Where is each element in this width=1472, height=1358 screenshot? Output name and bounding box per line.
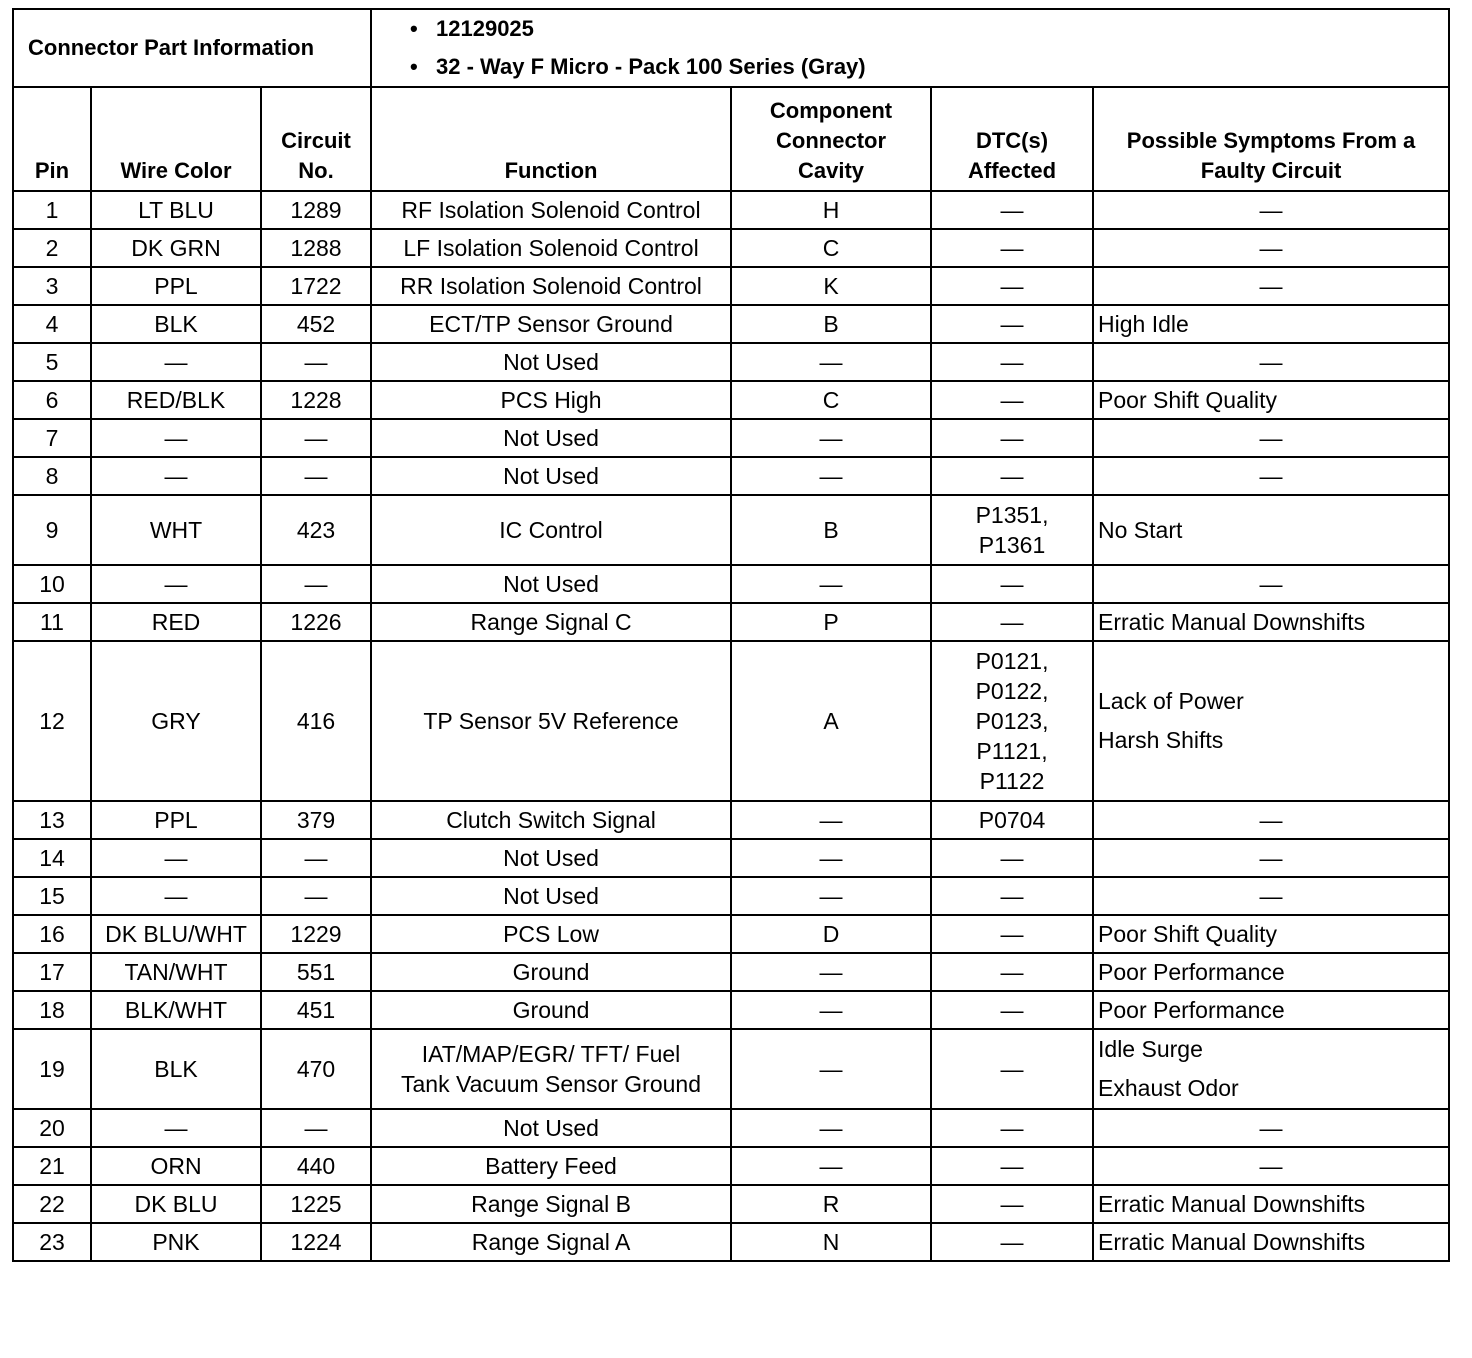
- symptoms-cell-line: High Idle: [1098, 310, 1189, 337]
- function-cell: [371, 267, 731, 305]
- dtc-cell: [931, 191, 1093, 229]
- wire-color-cell: —: [91, 343, 261, 381]
- dtc-cell-line: —: [1000, 1228, 1024, 1255]
- symptoms-cell: [1093, 641, 1449, 801]
- pin-cell: 9: [13, 495, 91, 565]
- dtc-cell-line: —: [1000, 608, 1024, 635]
- function-cell-line: Not Used: [503, 882, 599, 909]
- function-cell-line: Not Used: [503, 1114, 599, 1141]
- dtc-cell-line: P1351,: [975, 502, 1049, 528]
- cavity-cell: P: [731, 603, 931, 641]
- wire-color-cell: WHT: [91, 495, 261, 565]
- circuit-cell: 1229: [261, 915, 371, 953]
- dtc-cell: [931, 565, 1093, 603]
- function-cell-line: PCS Low: [503, 920, 599, 947]
- symptoms-cell-line: —: [1259, 882, 1283, 909]
- dtc-cell-line: —: [1000, 310, 1024, 337]
- function-cell-line: Not Used: [503, 570, 599, 597]
- function-cell: [371, 381, 731, 419]
- table-row: [13, 1185, 1449, 1223]
- header-dtc-line: DTC(s): [975, 128, 1049, 153]
- function-cell: [371, 191, 731, 229]
- symptoms-cell-line: Poor Shift Quality: [1098, 920, 1277, 947]
- function-cell-line: TP Sensor 5V Reference: [423, 707, 679, 734]
- circuit-cell: 1289: [261, 191, 371, 229]
- dtc-cell: [931, 801, 1093, 839]
- cavity-cell: A: [731, 641, 931, 801]
- cavity-cell: D: [731, 915, 931, 953]
- function-cell: [371, 565, 731, 603]
- symptoms-cell: [1093, 381, 1449, 419]
- circuit-cell: 379: [261, 801, 371, 839]
- part-number-item: [410, 10, 1444, 48]
- table-row: [13, 1109, 1449, 1147]
- pin-cell: 22: [13, 1185, 91, 1223]
- symptoms-cell-line: Exhaust Odor: [1098, 1075, 1239, 1101]
- wire-color-cell: TAN/WHT: [91, 953, 261, 991]
- symptoms-cell: [1093, 991, 1449, 1029]
- cavity-cell: —: [731, 1029, 931, 1109]
- function-cell-line: Not Used: [503, 424, 599, 451]
- wire-color-cell: BLK: [91, 305, 261, 343]
- symptoms-cell: [1093, 229, 1449, 267]
- wire-color-cell: ORN: [91, 1147, 261, 1185]
- dtc-cell-line: —: [1000, 424, 1024, 451]
- table-row: [13, 229, 1449, 267]
- header-function: Function: [371, 87, 731, 191]
- dtc-cell-line: —: [1000, 996, 1024, 1023]
- wire-color-cell: DK BLU: [91, 1185, 261, 1223]
- connector-pinout-sheet: [12, 8, 1448, 1262]
- symptoms-cell-line: Poor Performance: [1098, 958, 1285, 985]
- header-dtc: [931, 87, 1093, 191]
- pin-cell: 10: [13, 565, 91, 603]
- function-cell-line: LF Isolation Solenoid Control: [403, 234, 699, 261]
- circuit-cell: 470: [261, 1029, 371, 1109]
- header-circuit-line: No.: [298, 158, 334, 183]
- cavity-cell: —: [731, 991, 931, 1029]
- cavity-cell: —: [731, 839, 931, 877]
- circuit-cell: 440: [261, 1147, 371, 1185]
- pin-cell: 16: [13, 915, 91, 953]
- function-cell: [371, 603, 731, 641]
- function-cell: [371, 915, 731, 953]
- function-cell: [371, 641, 731, 801]
- header-cavity: [731, 87, 931, 191]
- symptoms-cell: [1093, 603, 1449, 641]
- function-cell: [371, 991, 731, 1029]
- symptoms-cell: [1093, 191, 1449, 229]
- table-row: [13, 953, 1449, 991]
- table-row: [13, 801, 1449, 839]
- cavity-cell: —: [731, 953, 931, 991]
- dtc-cell: [931, 991, 1093, 1029]
- cavity-cell: —: [731, 1147, 931, 1185]
- table-row: [13, 1147, 1449, 1185]
- cavity-cell: —: [731, 565, 931, 603]
- table-row: [13, 495, 1449, 565]
- wire-color-cell: RED: [91, 603, 261, 641]
- function-cell-line: Range Signal C: [470, 608, 632, 635]
- symptoms-cell: [1093, 915, 1449, 953]
- circuit-cell: —: [261, 419, 371, 457]
- symptoms-cell: [1093, 419, 1449, 457]
- circuit-cell: 1288: [261, 229, 371, 267]
- symptoms-cell: [1093, 457, 1449, 495]
- symptoms-cell-line: —: [1259, 570, 1283, 597]
- symptoms-cell-line: Erratic Manual Downshifts: [1098, 1190, 1366, 1217]
- circuit-cell: 1228: [261, 381, 371, 419]
- table-row: [13, 565, 1449, 603]
- circuit-cell: 1226: [261, 603, 371, 641]
- dtc-cell-line: P1122: [979, 768, 1045, 794]
- symptoms-cell-line: —: [1259, 462, 1283, 489]
- header-wire-color: Wire Color: [91, 87, 261, 191]
- circuit-cell: 452: [261, 305, 371, 343]
- cavity-cell: B: [731, 305, 931, 343]
- pin-cell: 19: [13, 1029, 91, 1109]
- symptoms-cell-line: Poor Shift Quality: [1098, 386, 1277, 413]
- dtc-cell: [931, 839, 1093, 877]
- pin-cell: 4: [13, 305, 91, 343]
- symptoms-cell-line: —: [1259, 348, 1283, 375]
- header-dtc-line: Affected: [968, 158, 1057, 183]
- table-row: [13, 603, 1449, 641]
- table-row: [13, 1223, 1449, 1261]
- circuit-cell: 1722: [261, 267, 371, 305]
- function-cell: [371, 495, 731, 565]
- wire-color-cell: DK BLU/WHT: [91, 915, 261, 953]
- dtc-cell: [931, 641, 1093, 801]
- cavity-cell: H: [731, 191, 931, 229]
- part-number: 12129025: [436, 16, 534, 41]
- symptoms-cell-line: —: [1259, 844, 1283, 871]
- table-row: [13, 641, 1449, 801]
- circuit-cell: —: [261, 343, 371, 381]
- circuit-cell: —: [261, 1109, 371, 1147]
- wire-color-cell: PNK: [91, 1223, 261, 1261]
- pin-cell: 5: [13, 343, 91, 381]
- function-cell: [371, 1109, 731, 1147]
- wire-color-cell: PPL: [91, 801, 261, 839]
- wire-color-cell: BLK: [91, 1029, 261, 1109]
- table-row: [13, 381, 1449, 419]
- wire-color-cell: PPL: [91, 267, 261, 305]
- function-cell: [371, 343, 731, 381]
- circuit-cell: 1224: [261, 1223, 371, 1261]
- pin-cell: 7: [13, 419, 91, 457]
- symptoms-cell-line: No Start: [1098, 516, 1183, 543]
- symptoms-cell-line: —: [1259, 1114, 1283, 1141]
- dtc-cell: [931, 1223, 1093, 1261]
- table-row: [13, 305, 1449, 343]
- cavity-cell: C: [731, 381, 931, 419]
- function-cell: [371, 839, 731, 877]
- cavity-cell: N: [731, 1223, 931, 1261]
- pin-cell: 12: [13, 641, 91, 801]
- wire-color-cell: DK GRN: [91, 229, 261, 267]
- symptoms-cell: [1093, 267, 1449, 305]
- function-cell-line: Not Used: [503, 844, 599, 871]
- dtc-cell-line: —: [1000, 958, 1024, 985]
- cavity-cell: —: [731, 1109, 931, 1147]
- header-cavity-line: Component: [769, 98, 893, 123]
- symptoms-cell-line: —: [1259, 424, 1283, 451]
- wire-color-cell: LT BLU: [91, 191, 261, 229]
- circuit-cell: —: [261, 877, 371, 915]
- symptoms-cell: [1093, 801, 1449, 839]
- dtc-cell: [931, 603, 1093, 641]
- table-row: [13, 839, 1449, 877]
- circuit-cell: 423: [261, 495, 371, 565]
- dtc-cell-line: P1121,: [976, 738, 1048, 764]
- header-circuit-no: [261, 87, 371, 191]
- table-row: [13, 1029, 1449, 1109]
- pin-cell: 17: [13, 953, 91, 991]
- dtc-cell-line: —: [1000, 570, 1024, 597]
- table-row: [13, 877, 1449, 915]
- symptoms-cell-line: Harsh Shifts: [1098, 727, 1224, 753]
- dtc-cell-line: P1361: [978, 532, 1046, 558]
- function-cell-line: PCS High: [500, 386, 602, 413]
- symptoms-cell: [1093, 565, 1449, 603]
- dtc-cell: [931, 229, 1093, 267]
- pin-cell: 21: [13, 1147, 91, 1185]
- cavity-cell: —: [731, 877, 931, 915]
- symptoms-cell: [1093, 1185, 1449, 1223]
- header-symptoms-line: Faulty Circuit: [1200, 158, 1342, 183]
- dtc-cell-line: —: [1000, 1190, 1024, 1217]
- dtc-cell-line: —: [1000, 1114, 1024, 1141]
- function-cell-line: Not Used: [503, 462, 599, 489]
- symptoms-cell: [1093, 1147, 1449, 1185]
- dtc-cell-line: —: [1000, 882, 1024, 909]
- dtc-cell-line: —: [1000, 462, 1024, 489]
- function-cell-line: Clutch Switch Signal: [446, 806, 656, 833]
- function-cell-line: IC Control: [499, 516, 603, 543]
- circuit-cell: 416: [261, 641, 371, 801]
- function-cell: [371, 305, 731, 343]
- dtc-cell: [931, 381, 1093, 419]
- symptoms-cell-line: Poor Performance: [1098, 996, 1285, 1023]
- dtc-cell-line: —: [1000, 1055, 1024, 1082]
- dtc-cell: [931, 343, 1093, 381]
- pin-cell: 18: [13, 991, 91, 1029]
- symptoms-cell-line: —: [1259, 234, 1283, 261]
- function-cell-line: IAT/MAP/EGR/ TFT/ Fuel: [421, 1041, 681, 1067]
- pin-cell: 23: [13, 1223, 91, 1261]
- table-row: [13, 191, 1449, 229]
- function-cell: [371, 877, 731, 915]
- symptoms-cell-line: Erratic Manual Downshifts: [1098, 1228, 1366, 1255]
- dtc-cell-line: —: [1000, 196, 1024, 223]
- symptoms-cell: [1093, 839, 1449, 877]
- cavity-cell: R: [731, 1185, 931, 1223]
- header-pin: Pin: [13, 87, 91, 191]
- function-cell-line: Tank Vacuum Sensor Ground: [401, 1071, 702, 1097]
- pin-cell: 11: [13, 603, 91, 641]
- pin-cell: 13: [13, 801, 91, 839]
- dtc-cell: [931, 877, 1093, 915]
- wire-color-cell: —: [91, 457, 261, 495]
- table-row: [13, 267, 1449, 305]
- dtc-cell: [931, 1185, 1093, 1223]
- cavity-cell: C: [731, 229, 931, 267]
- symptoms-cell: [1093, 1029, 1449, 1109]
- function-cell-line: Ground: [512, 958, 590, 985]
- dtc-cell-line: P0704: [978, 806, 1046, 833]
- symptoms-cell-line: Idle Surge: [1098, 1036, 1203, 1062]
- symptoms-cell-line: —: [1259, 272, 1283, 299]
- function-cell-line: ECT/TP Sensor Ground: [429, 310, 673, 337]
- table-row: [13, 419, 1449, 457]
- dtc-cell-line: —: [1000, 348, 1024, 375]
- symptoms-cell-line: —: [1259, 1152, 1283, 1179]
- function-cell: [371, 1223, 731, 1261]
- header-symptoms-line: Possible Symptoms From a: [1126, 128, 1416, 153]
- cavity-cell: B: [731, 495, 931, 565]
- symptoms-cell: [1093, 1223, 1449, 1261]
- symptoms-cell: [1093, 495, 1449, 565]
- pin-cell: 6: [13, 381, 91, 419]
- dtc-cell: [931, 953, 1093, 991]
- cavity-cell: —: [731, 801, 931, 839]
- dtc-cell-line: —: [1000, 920, 1024, 947]
- connector-info-label: Connector Part Information: [13, 9, 371, 87]
- function-cell: [371, 1185, 731, 1223]
- header-cavity-line: Cavity: [797, 158, 865, 183]
- circuit-cell: —: [261, 457, 371, 495]
- dtc-cell: [931, 915, 1093, 953]
- circuit-cell: —: [261, 839, 371, 877]
- function-cell-line: Range Signal A: [471, 1228, 631, 1255]
- connector-description: 32 - Way F Micro - Pack 100 Series (Gray): [436, 54, 866, 79]
- pin-cell: 2: [13, 229, 91, 267]
- dtc-cell: [931, 1147, 1093, 1185]
- circuit-cell: —: [261, 565, 371, 603]
- header-symptoms: [1093, 87, 1449, 191]
- dtc-cell-line: —: [1000, 234, 1024, 261]
- symptoms-cell-line: —: [1259, 196, 1283, 223]
- dtc-cell: [931, 1109, 1093, 1147]
- circuit-cell: 451: [261, 991, 371, 1029]
- function-cell-line: Ground: [512, 996, 590, 1023]
- dtc-cell-line: —: [1000, 1152, 1024, 1179]
- function-cell-line: Not Used: [503, 348, 599, 375]
- function-cell: [371, 457, 731, 495]
- symptoms-cell: [1093, 305, 1449, 343]
- connector-info-row: [13, 9, 1449, 87]
- cavity-cell: —: [731, 343, 931, 381]
- table-row: [13, 343, 1449, 381]
- function-cell: [371, 1147, 731, 1185]
- symptoms-cell-line: Lack of Power: [1098, 688, 1244, 714]
- pin-cell: 14: [13, 839, 91, 877]
- dtc-cell: [931, 419, 1093, 457]
- cavity-cell: —: [731, 419, 931, 457]
- bullet-icon: •: [410, 16, 418, 41]
- wire-color-cell: RED/BLK: [91, 381, 261, 419]
- wire-color-cell: —: [91, 1109, 261, 1147]
- dtc-cell-line: P0122,: [975, 678, 1049, 704]
- function-cell-line: RF Isolation Solenoid Control: [401, 196, 701, 223]
- pin-cell: 15: [13, 877, 91, 915]
- symptoms-cell: [1093, 343, 1449, 381]
- wire-color-cell: —: [91, 839, 261, 877]
- function-cell: [371, 1029, 731, 1109]
- bullet-icon: •: [410, 54, 418, 79]
- cavity-cell: —: [731, 457, 931, 495]
- header-circuit-line: Circuit: [281, 128, 351, 153]
- dtc-cell-line: —: [1000, 386, 1024, 413]
- cavity-cell: K: [731, 267, 931, 305]
- wire-color-cell: GRY: [91, 641, 261, 801]
- dtc-cell-line: —: [1000, 844, 1024, 871]
- function-cell: [371, 801, 731, 839]
- symptoms-cell-line: —: [1259, 806, 1283, 833]
- symptoms-cell: [1093, 1109, 1449, 1147]
- connector-table: [12, 8, 1450, 1262]
- pin-cell: 1: [13, 191, 91, 229]
- table-row: [13, 991, 1449, 1029]
- pin-cell: 3: [13, 267, 91, 305]
- wire-color-cell: BLK/WHT: [91, 991, 261, 1029]
- function-cell: [371, 953, 731, 991]
- function-cell: [371, 419, 731, 457]
- dtc-cell: [931, 457, 1093, 495]
- wire-color-cell: —: [91, 419, 261, 457]
- function-cell-line: Range Signal B: [471, 1190, 631, 1217]
- dtc-cell-line: P0121,: [975, 648, 1049, 674]
- header-cavity-line: Connector: [776, 128, 887, 153]
- dtc-cell: [931, 1029, 1093, 1109]
- function-cell-line: Battery Feed: [485, 1152, 617, 1179]
- table-row: [13, 915, 1449, 953]
- dtc-cell-line: —: [1000, 272, 1024, 299]
- column-header-row: [13, 87, 1449, 191]
- dtc-cell: [931, 305, 1093, 343]
- function-cell-line: RR Isolation Solenoid Control: [400, 272, 702, 299]
- circuit-cell: 551: [261, 953, 371, 991]
- pin-cell: 8: [13, 457, 91, 495]
- wire-color-cell: —: [91, 877, 261, 915]
- wire-color-cell: —: [91, 565, 261, 603]
- symptoms-cell: [1093, 953, 1449, 991]
- circuit-cell: 1225: [261, 1185, 371, 1223]
- table-row: [13, 457, 1449, 495]
- symptoms-cell: [1093, 877, 1449, 915]
- pin-cell: 20: [13, 1109, 91, 1147]
- connector-description-item: [410, 48, 1444, 86]
- dtc-cell-line: P0123,: [975, 708, 1049, 734]
- function-cell: [371, 229, 731, 267]
- symptoms-cell-line: Erratic Manual Downshifts: [1098, 608, 1366, 635]
- dtc-cell: [931, 495, 1093, 565]
- connector-info-list: [371, 9, 1449, 87]
- dtc-cell: [931, 267, 1093, 305]
